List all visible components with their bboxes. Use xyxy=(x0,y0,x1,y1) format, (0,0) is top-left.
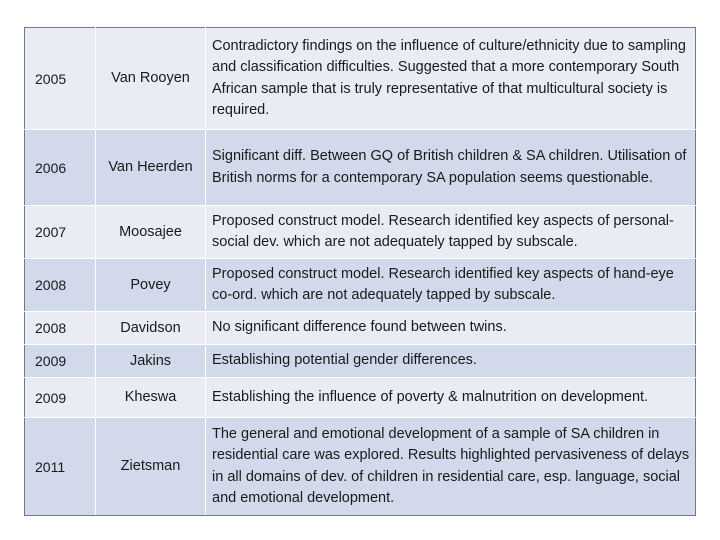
year-cell: 2011 xyxy=(25,418,96,516)
finding-cell: Significant diff. Between GQ of British children & SA children. Utilisation of British norms for a contemporary SA population seems questionable. xyxy=(206,130,696,206)
year-cell: 2007 xyxy=(25,206,96,259)
table-row xyxy=(25,130,696,206)
author-cell: Van Heerden xyxy=(96,130,206,206)
finding-cell: Proposed construct model. Research identified key aspects of hand-eye co-ord. which are not adequately tapped by subscale. xyxy=(206,259,696,312)
table-row xyxy=(25,378,696,418)
finding-cell: No significant difference found between twins. xyxy=(206,312,696,345)
author-cell: Kheswa xyxy=(96,378,206,418)
author-cell: Davidson xyxy=(96,312,206,345)
year-cell: 2009 xyxy=(25,345,96,378)
year-cell: 2008 xyxy=(25,259,96,312)
author-cell: Povey xyxy=(96,259,206,312)
table-row xyxy=(25,28,696,130)
year-cell: 2005 xyxy=(25,28,96,130)
year-cell: 2008 xyxy=(25,312,96,345)
finding-cell: Establishing the influence of poverty & malnutrition on development. xyxy=(206,378,696,418)
author-cell: Zietsman xyxy=(96,418,206,516)
table-row xyxy=(25,206,696,259)
year-cell: 2009 xyxy=(25,378,96,418)
author-cell: Jakins xyxy=(96,345,206,378)
year-cell: 2006 xyxy=(25,130,96,206)
finding-cell: Establishing potential gender differences. xyxy=(206,345,696,378)
finding-cell: Contradictory findings on the influence of culture/ethnicity due to sampling and classification difficulties. Suggested that a more contemporary South African sample that is truly representative of that multicultural society is required. xyxy=(206,28,696,130)
table-row xyxy=(25,312,696,345)
table-row xyxy=(25,259,696,312)
table-row xyxy=(25,418,696,516)
table-row xyxy=(25,345,696,378)
author-cell: Moosajee xyxy=(96,206,206,259)
finding-cell: The general and emotional development of a sample of SA children in residential care was explored. Results highlighted pervasiveness of delays in all domains of dev. of children in residential care, esp. language, social and emotional development. xyxy=(206,418,696,516)
author-cell: Van Rooyen xyxy=(96,28,206,130)
research-table xyxy=(24,27,696,516)
finding-cell: Proposed construct model. Research identified key aspects of personal-social dev. which are not adequately tapped by subscale. xyxy=(206,206,696,259)
